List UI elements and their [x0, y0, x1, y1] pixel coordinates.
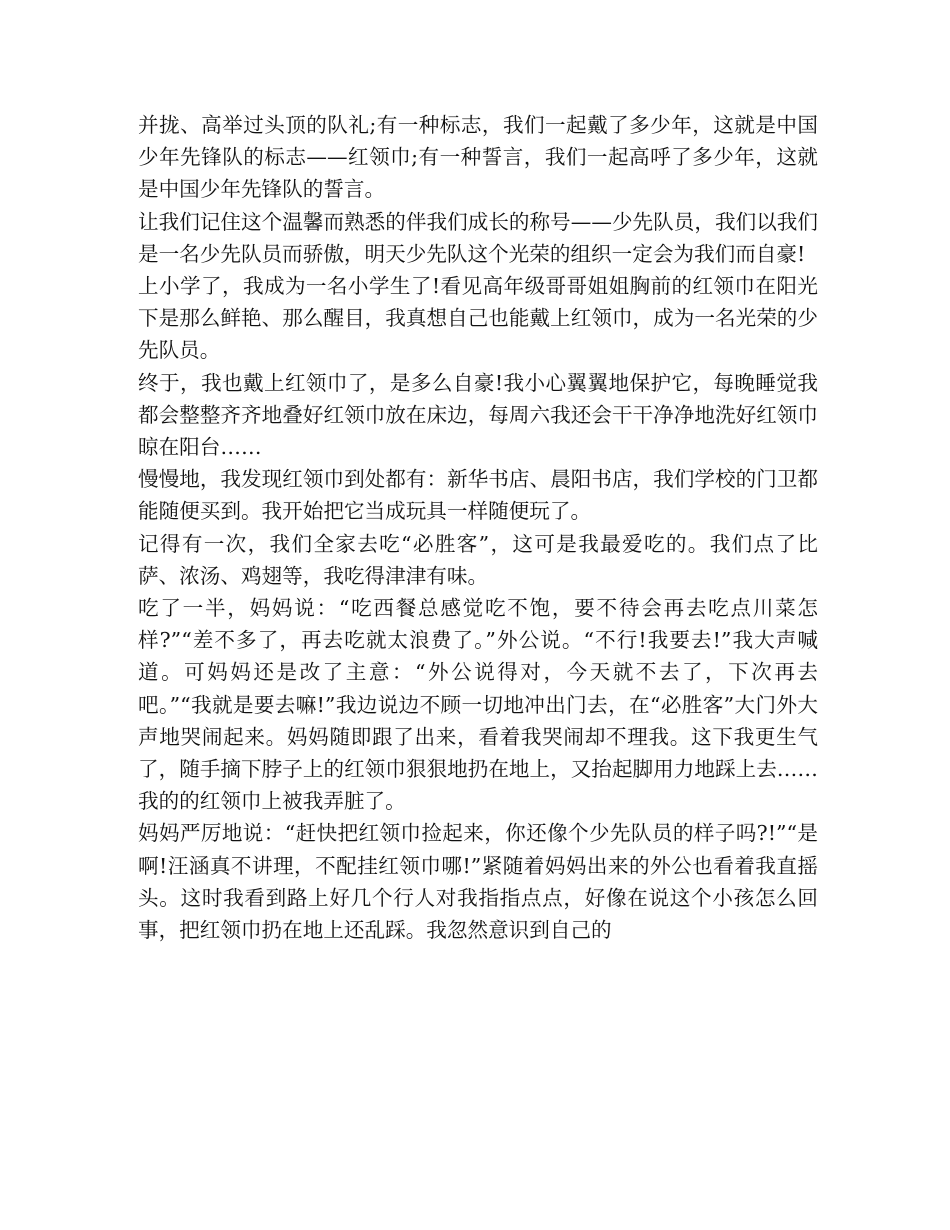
- paragraph: 让我们记住这个温馨而熟悉的伴我们成长的称号——少先队员，我们以我们是一名少先队员而骄傲，明天少先队这个光荣的组织一定会为我们而自豪!: [138, 209, 818, 266]
- paragraph: 并拢、高举过头顶的队礼;有一种标志，我们一起戴了多少年，这就是中国少年先锋队的标志——红领巾;有一种誓言，我们一起高呼了多少年，这就是中国少年先锋队的誓言。: [138, 113, 818, 202]
- paragraph: 吃了一半，妈妈说：“吃西餐总感觉吃不饱，要不待会再去吃点川菜怎样?”“差不多了，再去吃就太浪费了。”外公说。“不行!我要去!”我大声喊道。可妈妈还是改了主意：“外公说得对，今天就不去了，下次再去吧。”“我就是要去嘛!”我边说边不顾一切地冲出门去，在“必胜客”大门外大声地哭闹起来。妈妈随即跟了出来，看着我哭闹却不理我。这下我更生气了，随手摘下脖子上的红领巾狠狠地扔在地上，又抬起脚用力地踩上去……我的的红领巾上被我弄脏了。: [138, 596, 818, 814]
- paragraph: 终于，我也戴上红领巾了，是多么自豪!我小心翼翼地保护它，每晚睡觉我都会整整齐齐地叠好红领巾放在床边，每周六我还会干干净净地洗好红领巾晾在阳台……: [138, 370, 818, 460]
- paragraph: 慢慢地，我发现红领巾到处都有：新华书店、晨阳书店，我们学校的门卫都能随便买到。我开始把它当成玩具一样随便玩了。: [138, 467, 818, 524]
- paragraph: 上小学了，我成为一名小学生了!看见高年级哥哥姐姐胸前的红领巾在阳光下是那么鲜艳、那么醒目，我真想自己也能戴上红领巾，成为一名光荣的少先队员。: [138, 274, 818, 363]
- document-page: [138, 109, 818, 946]
- paragraph: 妈妈严厉地说：“赶快把红领巾捡起来，你还像个少先队员的样子吗?!”“是啊!汪涵真不讲理，不配挂红领巾哪!”紧随着妈妈出来的外公也看着我直摇头。这时我看到路上好几个行人对我指指点点，好像在说这个小孩怎么回事，把红领巾扔在地上还乱踩。我忽然意识到自己的: [138, 821, 818, 943]
- paragraph: 记得有一次，我们全家去吃“必胜客”，这可是我最爱吃的。我们点了比萨、浓汤、鸡翅等，我吃得津津有味。: [138, 531, 818, 588]
